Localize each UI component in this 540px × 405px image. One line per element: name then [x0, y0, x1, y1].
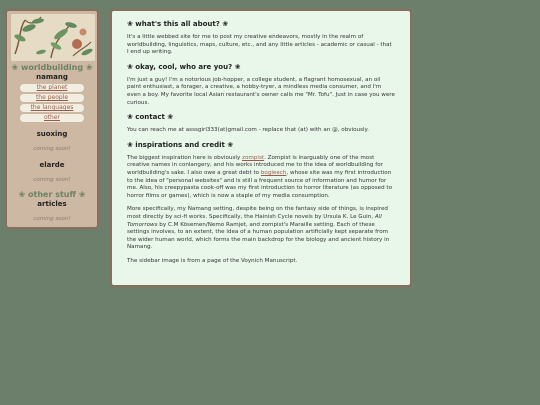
other-stuff-heading: ❀ other stuff ❀	[18, 190, 86, 199]
inspirations-heading: ❀ inspirations and credit ❀	[127, 140, 234, 149]
link-the-languages[interactable]: the languages	[20, 104, 84, 112]
contact-text: You can reach me at asssgirl333(at)gmail.com - replace that (at) with an @, obviously.	[127, 127, 369, 134]
inspirations-paragraph-3: The sidebar image is from a page of the Voynich Manuscript.	[127, 257, 298, 264]
link-the-people[interactable]: the people	[20, 94, 84, 102]
main-content	[110, 9, 412, 287]
sidebar	[5, 9, 99, 229]
inspirations-p1-text-b: . Zompist is inarguably one of the most creative names in conlangery, and his works introduced me to the idea of worldbuilding for worldbuilding's sake. I also owe a great debt to	[127, 154, 383, 176]
who-heading: ❀ okay, cool, who are you? ❀	[127, 62, 241, 71]
inspirations-p2-text-b: by C.M Kösemen/Nemo Ramjet, and zompist's Maraille setting. Each of these settings involves, to an extent, the idea of a human population artificially kept separate from the wider human world, which forms the main backdrop for the biology and ancient history in Namang.	[127, 221, 390, 251]
inspirations-p1-text-a: The biggest inspiration here is obviously	[127, 154, 243, 161]
link-the-planet[interactable]: the planet	[20, 84, 84, 92]
suoxing-status: coming soon!	[33, 146, 71, 152]
voynich-banner-image	[11, 14, 95, 61]
inspirations-paragraph-2	[127, 206, 395, 252]
project-title-articles: articles	[37, 200, 67, 208]
project-title-elarde: elarde	[39, 161, 65, 169]
project-title-namang: namang	[36, 73, 68, 81]
bogleech-link[interactable]: bogleech	[260, 169, 287, 176]
contact-heading: ❀ contact ❀	[127, 113, 174, 122]
project-title-suoxing: suoxing	[36, 130, 68, 138]
inspirations-p2-text-a: More specifically, my Namang setting, despite being on the fantasy side of things, is inspired most directly by sci-fi works. Specifically, the Hainish Cycle novels by Ursula K. Le Guin,	[127, 206, 388, 220]
about-text: It's a little webbed site for me to post my creative endeavors, mostly in the realm of worldbuilding, linguistics, maps, culture, etc., and any little articles - academic or casual - that I end up writing.	[127, 34, 392, 56]
elarde-status: coming soon!	[33, 177, 71, 183]
articles-status: coming soon!	[33, 216, 71, 222]
inspirations-paragraph-1	[127, 155, 395, 201]
who-text: I'm just a guy! I'm a notorious job-hopper, a college student, a flagrant homosexual, an oil paint enthusiast, a forager, a creative, a hobby-tryer, a mindless media consumer, and I'm even a boy. My favorite local Asian restaurant's owner calls me "Mr. Tofu". Just in case you were curious.	[127, 76, 395, 106]
about-heading: ❀ what's this all about? ❀	[127, 20, 229, 28]
link-other[interactable]: other	[20, 114, 84, 122]
worldbuilding-heading: ❀ worldbuilding ❀	[11, 63, 93, 72]
inspirations-p1-text-c: , whose site was my first introduction to the idea of "personal websites" and is still a frequent source of information and humor for me. Also, his creepypasta cook-off was my first introduction to horror literature (as opposed to horror films or games), which is now a staple of my media consumption.	[127, 169, 393, 199]
all-tomorrows-title: All Tomorrows	[127, 213, 382, 228]
zompist-link[interactable]: zompist	[242, 154, 265, 161]
